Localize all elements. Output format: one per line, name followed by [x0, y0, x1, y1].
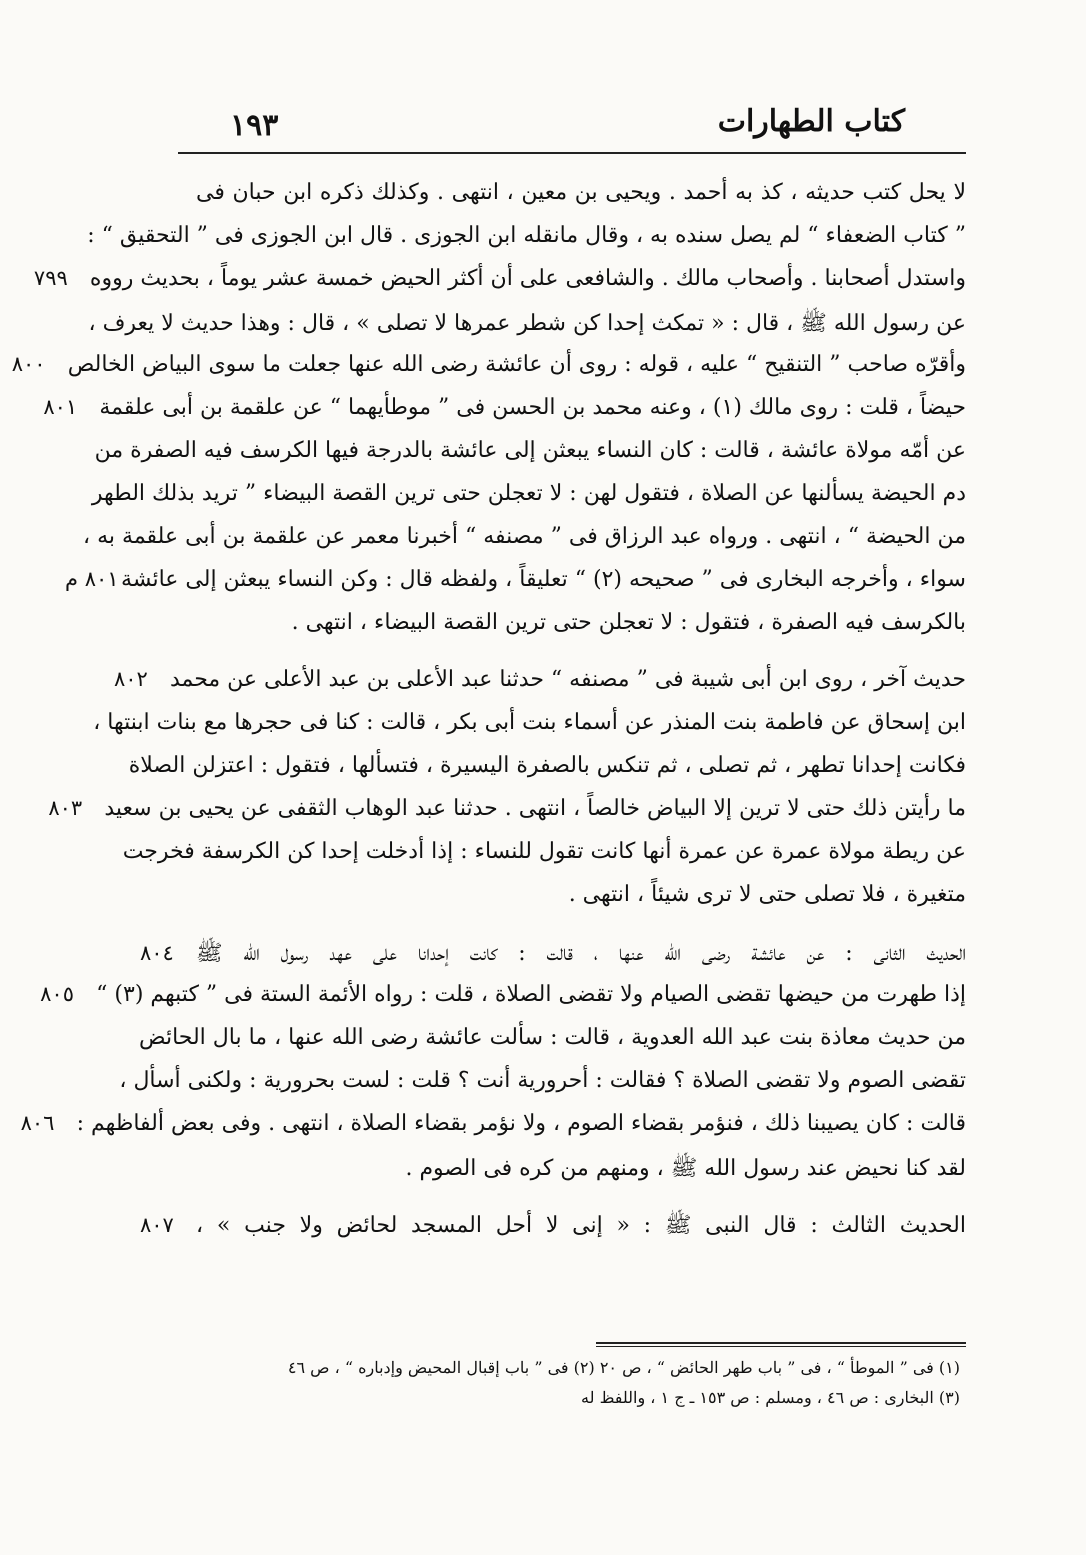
text-line [128, 753, 966, 796]
line-text: لقد كنا نحيض عند رسول الله ﷺ ، ومنهم من كره فى الصوم . [405, 1156, 966, 1181]
page-header [175, 100, 965, 148]
margin-hadith-number: ٨٠٣ [48, 796, 83, 820]
text-line [93, 710, 966, 753]
margin-hadith-number: ٨٠٥ [40, 982, 74, 1006]
text-line [119, 1068, 966, 1111]
line-text: تقضى الصوم ولا تقضى الصلاة ؟ فقالت : أحرورية أنت ؟ قلت : لست بحرورية : ولكنى أسأل ، [119, 1068, 966, 1093]
text-line [140, 1025, 966, 1068]
line-text: حديث آخر ، روى ابن أبى شيبة فى ” مصنفه “ حدثنا عبد الأعلى بن عبد الأعلى عن محمد [169, 667, 966, 692]
page-title: كتاب الطهارات [717, 104, 905, 139]
line-text: ” كتاب الضعفاء “ لم يصل سنده به ، وقال مانقله ابن الجوزى . قال ابن الجوزى فى ” التحقيق “ : [87, 223, 966, 248]
footnote-line: (١) فى ” الموطأ “ ، فى ” باب طهر الحائض “ ، ص ٢٠ (٢) فى ” باب إقبال المحيض وإدباره “ ، ص ٤٦ [287, 1358, 960, 1377]
margin-hadith-number: ٨٠٧ [140, 1213, 174, 1237]
text-line [140, 882, 966, 925]
margin-hadith-number: ٨٠٠ [11, 352, 46, 376]
margin-hadith-number: ٨٠١ م [65, 567, 119, 591]
margin-hadith-number: ٨٠١ [43, 395, 78, 419]
line-text: عن رسول الله ﷺ ، قال : « تمكث إحدا كن شطر عمرها لا تصلى » ، قال : وهذا حديث لا يعرف ، [88, 311, 966, 336]
text-line [65, 567, 966, 610]
text-line [48, 796, 966, 839]
line-text: الحديث الثانى : عن عائشة رضى الله عنها ، قالت : كانت إحدانا على عهد رسول الله ﷺ [196, 941, 966, 966]
line-text: ما رأيتن ذلك حتى لا ترين إلا البياض خالصاً ، انتهى . حدثنا عبد الوهاب الثقفى عن يحيى بن سعيد [104, 796, 966, 821]
text-line [140, 180, 966, 223]
line-text: سواء ، وأخرجه البخارى فى ” صحيحه (٢) “ تعليقاً ، ولفظه قال : وكن النساء يبعثن إلى عائشة [121, 567, 966, 592]
line-text: فكانت إحدانا تطهر ، ثم تصلى ، ثم تنكس بالصفرة اليسيرة ، فتسألها ، فتقول : اعتزلن الصلاة [128, 753, 966, 778]
margin-hadith-number: ٧٩٩ [33, 266, 68, 290]
text-line [83, 524, 966, 567]
line-text: من حديث معاذة بنت عبد الله العدوية ، قالت : سألت عائشة رضى الله عنها ، ما بال الحائض [139, 1025, 966, 1050]
text-line [20, 1111, 966, 1154]
line-text: من الحيضة “ ، انتهى . ورواه عبد الرزاق فى ” مصنفه “ أخبرنا معمر عن علقمة بن أبى علقمة به ، [83, 524, 966, 549]
text-line [140, 939, 966, 982]
line-text: عن ريطة مولاة عمرة عن عمرة أنها كانت تقول للنساء : إذا أدخلت إحدا كن الكرسفة فخرجت [122, 839, 966, 864]
line-text: لا يحل كتب حديثه ، كذ به أحمد . ويحيى بن معين ، انتهى . وكذلك ذكره ابن حبان فى [196, 180, 966, 205]
text-line [113, 667, 966, 710]
line-text: واستدل أصحابنا . وأصحاب مالك . والشافعى على أن أكثر الحيض خمسة عشر يوماً ، بحديث رووه [89, 266, 966, 291]
text-line [11, 352, 966, 395]
line-text: بالكرسف فيه الصفرة ، فتقول : لا تعجلن حتى ترين القصة البيضاء ، انتهى . [291, 610, 966, 635]
header-divider [178, 152, 966, 154]
text-line [87, 223, 966, 266]
text-line [40, 982, 966, 1025]
text-line [33, 266, 966, 309]
footnote-divider [596, 1342, 966, 1347]
line-text: دم الحيضة يسألنها عن الصلاة ، فتقول لهن : لا تعجلن حتى ترين القصة البيضاء ” تريد بذلك الطهر [91, 481, 966, 506]
footnote-line: (٣) البخارى : ص ٤٦ ، ومسلم : ص ١٥٣ ـ ج ١ ، واللفظ له [581, 1388, 960, 1407]
main-text [11, 180, 966, 1254]
line-text: قالت : كان يصيبنا ذلك ، فنؤمر بقضاء الصوم ، ولا نؤمر بقضاء الصلاة ، انتهى . وفى بعض ألفاظهم : [76, 1111, 966, 1136]
page-number: ١٩٣ [230, 108, 279, 143]
margin-hadith-number: ٨٠٢ [113, 667, 148, 691]
line-text: متغيرة ، فلا تصلى حتى لا ترى شيئاً ، انتهى . [568, 882, 966, 907]
line-text: حيضاً ، قلت : روى مالك (١) ، وعنه محمد بن الحسن فى ” موطأيهما “ عن علقمة بن أبى علقمة [99, 395, 966, 420]
margin-hadith-number: ٨٠٦ [20, 1111, 55, 1135]
text-line [140, 610, 966, 653]
text-line [140, 1211, 966, 1254]
line-text: إذا طهرت من حيضها تقضى الصيام ولا تقضى الصلاة ، قلت : رواه الأئمة الستة فى ” كتبهم (٣) “ [96, 982, 966, 1007]
footnotes [170, 1358, 960, 1418]
text-line [122, 839, 966, 882]
text-line [88, 309, 966, 352]
line-text: ابن إسحاق عن فاطمة بنت المنذر عن أسماء بنت أبى بكر ، قالت : كنا فى حجرها مع بنات ابنتها ، [93, 710, 966, 735]
line-text: الحديث الثالث : قال النبى ﷺ : « إنى لا أحل المسجد لحائض ولا جنب » ، [196, 1213, 966, 1238]
text-line [91, 481, 966, 524]
text-line [140, 1154, 966, 1197]
line-text: وأقرّه صاحب ” التنقيح “ عليه ، قوله : روى أن عائشة رضى الله عنها جعلت ما سوى البياض الخالص [67, 352, 966, 377]
text-line [43, 395, 966, 438]
text-line [94, 438, 966, 481]
line-text: عن أمّه مولاة عائشة ، قالت : كان النساء يبعثن إلى عائشة بالدرجة فيها الكرسف فيه الصفرة من [94, 438, 966, 463]
margin-hadith-number: ٨٠٤ [140, 941, 174, 965]
